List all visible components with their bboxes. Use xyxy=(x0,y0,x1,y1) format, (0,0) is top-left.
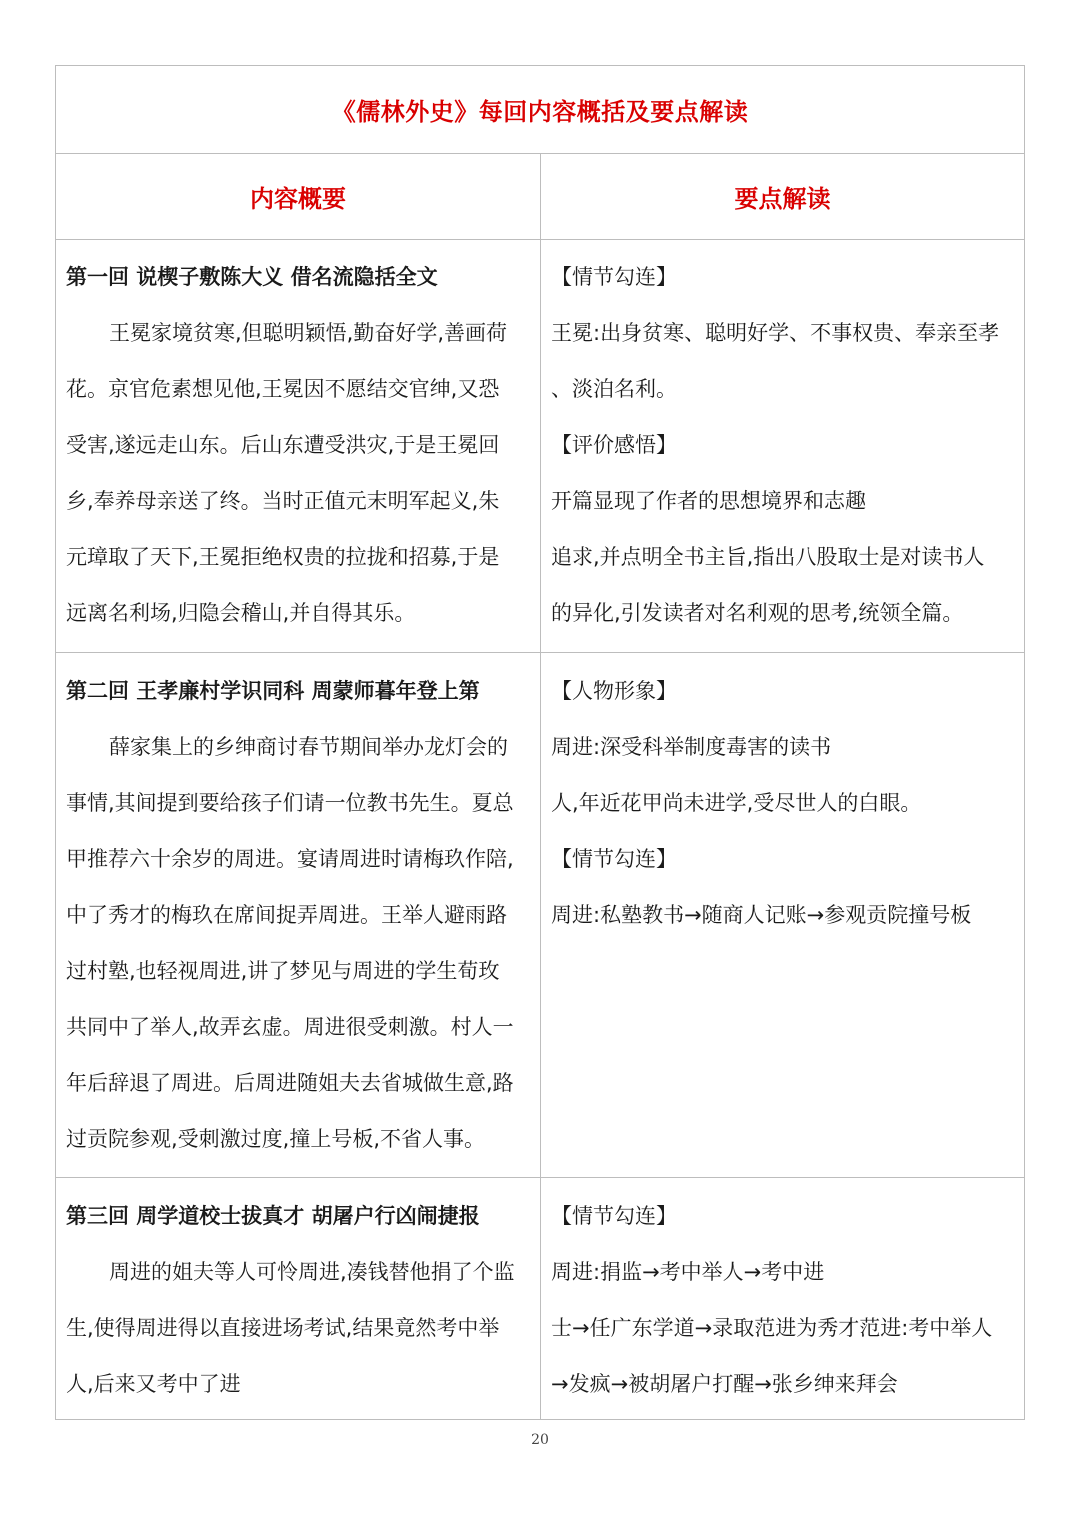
summary-line: 事情,其间提到要给孩子们请一位教书先生。夏总 xyxy=(66,791,514,815)
chapter-row-1 xyxy=(56,239,1024,653)
chapter-heading: 第二回 王孝廉村学识同科 周蒙师暮年登上第 xyxy=(66,679,480,703)
column-header-row xyxy=(56,153,1024,240)
summary-line: 花。京官危素想见他,王冕因不愿结交官绅,又恐 xyxy=(66,377,500,401)
analysis-line: 【情节勾连】 xyxy=(551,847,677,871)
chapter-heading: 第一回 说楔子敷陈大义 借名流隐括全文 xyxy=(66,265,438,289)
document-title: 《儒林外史》每回内容概括及要点解读 xyxy=(331,98,749,126)
analysis-line: 开篇显现了作者的思想境界和志趣 xyxy=(551,489,866,513)
analysis-line: 人,年近花甲尚未进学,受尽世人的白眼。 xyxy=(551,791,922,815)
summary-line: 甲推荐六十余岁的周进。宴请周进时请梅玖作陪, xyxy=(66,847,514,871)
analysis-line: 士→任广东学道→录取范进为秀才范进:考中举人 xyxy=(551,1316,993,1340)
chapter-analysis-cell xyxy=(541,239,1024,652)
analysis-line: 【评价感悟】 xyxy=(551,433,677,457)
analysis-line: 周进:私塾教书→随商人记账→参观贡院撞号板 xyxy=(551,903,972,927)
summary-line: 中了秀才的梅玖在席间捉弄周进。王举人避雨路 xyxy=(66,903,507,927)
summary-line: 人,后来又考中了进 xyxy=(66,1372,241,1396)
chapter-analysis-cell xyxy=(541,653,1024,1177)
summary-line: 周进的姐夫等人可怜周进,凑钱替他捐了个监 xyxy=(109,1260,515,1284)
chapter-analysis-cell xyxy=(541,1178,1024,1419)
summary-line: 远离名利场,归隐会稽山,并自得其乐。 xyxy=(66,601,416,625)
analysis-line: →发疯→被胡屠户打醒→张乡绅来拜会 xyxy=(551,1372,898,1396)
analysis-line: 周进:捐监→考中举人→考中进 xyxy=(551,1260,825,1284)
summary-table xyxy=(55,65,1025,1420)
summary-line: 乡,奉养母亲送了终。当时正值元末明军起义,朱 xyxy=(66,489,500,513)
chapter-row-3 xyxy=(56,1178,1024,1419)
analysis-line: 、淡泊名利。 xyxy=(551,377,677,401)
analysis-line: 王冕:出身贫寒、聪明好学、不事权贵、奉亲至孝 xyxy=(551,321,1000,345)
chapter-summary-cell xyxy=(56,239,541,652)
summary-line: 元璋取了天下,王冕拒绝权贵的拉拢和招募,于是 xyxy=(66,545,500,569)
content-column-header: 内容概要 xyxy=(56,153,541,239)
summary-line: 受害,遂远走山东。后山东遭受洪灾,于是王冕回 xyxy=(66,433,500,457)
chapter-summary-cell xyxy=(56,653,541,1177)
summary-line: 过贡院参观,受刺激过度,撞上号板,不省人事。 xyxy=(66,1127,486,1151)
summary-line: 王冕家境贫寒,但聪明颖悟,勤奋好学,善画荷 xyxy=(109,321,508,345)
summary-line: 生,使得周进得以直接进场考试,结果竟然考中举 xyxy=(66,1316,500,1340)
analysis-line: 【情节勾连】 xyxy=(551,265,677,289)
summary-line: 薛家集上的乡绅商讨春节期间举办龙灯会的 xyxy=(109,735,508,759)
analysis-line: 的异化,引发读者对名利观的思考,统领全篇。 xyxy=(551,601,964,625)
summary-line: 共同中了举人,故弄玄虚。周进很受刺激。村人一 xyxy=(66,1015,514,1039)
analysis-line: 周进:深受科举制度毒害的读书 xyxy=(551,735,832,759)
summary-line: 过村塾,也轻视周进,讲了梦见与周进的学生荀玫 xyxy=(66,959,500,983)
analysis-column-header: 要点解读 xyxy=(734,184,831,213)
analysis-line: 【情节勾连】 xyxy=(551,1204,677,1228)
analysis-line: 【人物形象】 xyxy=(551,679,677,703)
summary-line: 年后辞退了周进。后周进随姐夫去省城做生意,路 xyxy=(66,1071,514,1095)
chapter-heading: 第三回 周学道校士拔真才 胡屠户行凶闹捷报 xyxy=(66,1204,480,1228)
chapter-row-2 xyxy=(56,653,1024,1178)
chapter-summary-cell xyxy=(56,1178,541,1419)
page-number: 20 xyxy=(531,1432,549,1448)
table-title-row xyxy=(56,66,1024,154)
analysis-line: 追求,并点明全书主旨,指出八股取士是对读书人 xyxy=(551,545,985,569)
